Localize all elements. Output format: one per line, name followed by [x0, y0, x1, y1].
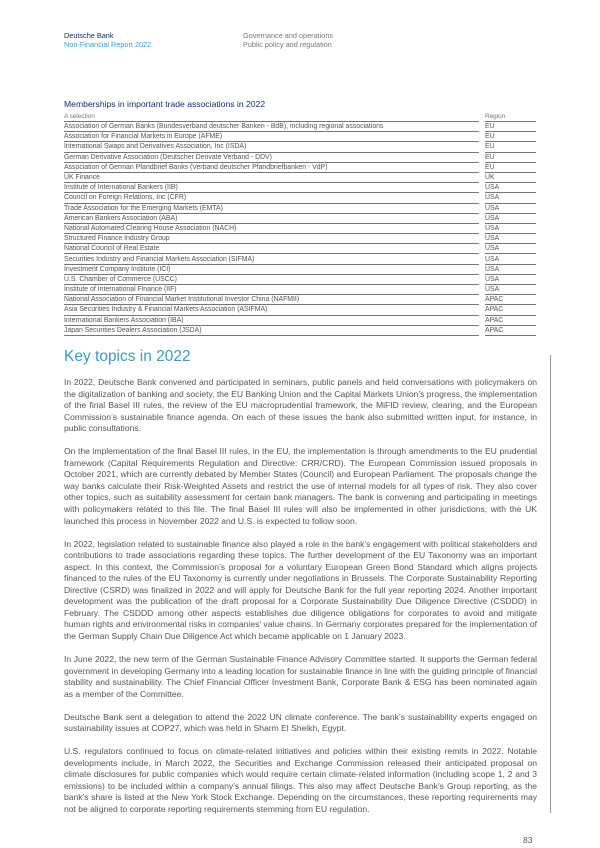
table-row [64, 223, 536, 233]
association-region: USA [485, 264, 536, 274]
running-header-left [64, 31, 151, 49]
table-row [64, 132, 536, 142]
association-name: International Swaps and Derivatives Association, Inc (ISDA) [64, 142, 479, 152]
association-name: Institute of International Finance (IIF) [64, 285, 479, 295]
association-name: Association of German Pfandbrief Banks (Verband deutscher Pfandbriefbanken - VdP) [64, 162, 479, 172]
association-region: USA [485, 193, 536, 203]
association-name: Association for Financial Markets in Europe (AFME) [64, 132, 479, 142]
table-row [64, 193, 536, 203]
association-region: EU [485, 142, 536, 152]
table-header-row [64, 112, 536, 122]
table-row [64, 183, 536, 193]
report-name: Non-Financial Report 2022 [64, 40, 152, 49]
table-row [64, 234, 536, 244]
table-title: Memberships in important trade associations in 2022 [64, 99, 266, 109]
table-row [64, 142, 536, 152]
paragraph: In 2022, Deutsche Bank convened and participated in seminars, public panels and held conversations with policymakers on the digitalization of banking and society, the EU Banking Union and the Capital Markets Union’s progress, the implementation of the final Basel III rules, the review of the EU macroprudential framework, the MiFID review, clearing, and the European Commission’s sustainable finance agenda. On each of these issues the bank also submitted written input, for instance, in public consultations. [64, 377, 537, 434]
column-header-region: Region [485, 112, 536, 122]
association-region: USA [485, 203, 536, 213]
association-name: Council on Foreign Relations, Inc (CFR) [64, 193, 479, 203]
table-row [64, 285, 536, 295]
table-row [64, 172, 536, 182]
association-region: APAC [485, 305, 536, 315]
table-row [64, 213, 536, 223]
table-row [64, 122, 536, 132]
table-row [64, 152, 536, 162]
body-text [64, 377, 537, 827]
association-region: USA [485, 213, 536, 223]
column-header-selection: A selection [64, 112, 479, 122]
association-name: Investment Company Institute (ICI) [64, 264, 479, 274]
association-region: APAC [485, 325, 536, 335]
association-region: USA [485, 183, 536, 193]
association-name: International Bankers Association (IBA) [64, 315, 479, 325]
association-name: National Automated Clearing House Association (NACH) [64, 223, 479, 233]
page-number: 83 [523, 835, 533, 845]
association-name: American Bankers Association (ABA) [64, 213, 479, 223]
association-region: USA [485, 234, 536, 244]
association-region: APAC [485, 315, 536, 325]
table-row [64, 162, 536, 172]
running-header-right [243, 31, 333, 49]
paragraph: In June 2022, the new term of the German Sustainable Finance Advisory Committee started. It supports the German federal government in developing Germany into a leading location for sustainable finance in line with the guiding principle of financial stability and sustainability. The Chief Financial Officer Investment Bank, Corporate Bank & ESG has been nominated again as a member of the Committee. [64, 653, 537, 699]
association-name: National Association of Financial Market Institutional Investor China (NAFMII) [64, 295, 479, 305]
table-row [64, 264, 536, 274]
association-name: Association of German Banks (Bundesverband deutscher Banken - BdB), including regional associations [64, 122, 479, 132]
table-row [64, 203, 536, 213]
company-name: Deutsche Bank [64, 31, 114, 40]
memberships-table [64, 112, 536, 336]
association-region: USA [485, 285, 536, 295]
paragraph: In 2022, legislation related to sustainable finance also played a role in the bank’s engagement with political stakeholders and contributions to trade associations regarding these topics. The further development of the EU Taxonomy was an important aspect. In this context, the Commission’s proposal for a voluntary European Green Bond Standard which aligns projects financed to the rules of the EU Taxonomy is currently under negotiations in Brussels. The Corporate Sustainability Reporting Directive (CSRD) was finalized in 2022 and will apply for Deutsche Bank for the full year reporting 2024. Another important development was the publication of the draft proposal for a Corporate Sustainability Due Diligence Directive (CSDDD) in February. The CSDDD among other aspects establishes due diligence obligations for corporates to avoid and mitigate human rights and environmental risks in companies’ value chains. In Germany corporates prepared for the implementation of the German Supply Chain Due Diligence Act which became applicable on 1 January 2023. [64, 538, 537, 641]
paragraph: On the implementation of the final Basel III rules, in the EU, the implementation is through amendments to the EU prudential framework (Capital Requirements Regulation and Directive: CRR/CRD). The European Commission issued proposals in October 2021, which are currently debated by Member States (Council) and European Parliament. The proposals change the way banks calculate their Risk-Weighted Assets and restrict the use of internal models for all types of risk. They also cover other topics, such as suitability assessment for certain bank managers. The bank is convening and participating in meetings with policymakers related to this file. The final Basel III rules will also be implemented in other jurisdictions, with the UK launched this process in November 2022 and U.S. is expected to follow soon. [64, 446, 537, 526]
association-name: Trade Association for the Emerging Markets (EMTA) [64, 203, 479, 213]
table-row [64, 315, 536, 325]
association-region: USA [485, 274, 536, 284]
paragraph: U.S. regulators continued to focus on climate-related initiatives and policies within their existing remits in 2022. Notable developments include, in March 2022, the Securities and Exchange Commission released their anticipated proposal on climate disclosures for public companies which would require certain climate-related information (including scope 1, 2 and 3 emissions) to be included within a company’s annual filings. This also may affect Deutsche Bank’s Group reporting, as the bank’s share is listed at the New York Stock Exchange. Depending on the circumstances, these reporting requirements may not be aligned to corporate reporting requirements stemming from EU regulation. [64, 746, 537, 814]
association-region: APAC [485, 295, 536, 305]
table-row [64, 254, 536, 264]
subsection-name: Public policy and regulation [243, 40, 332, 49]
association-name: Securities Industry and Financial Markets Association (SIFMA) [64, 254, 479, 264]
association-name: Institute of International Bankers (IIB) [64, 183, 479, 193]
section-heading: Key topics in 2022 [64, 348, 191, 365]
association-region: UK [485, 172, 536, 182]
association-region: USA [485, 254, 536, 264]
table-row [64, 295, 536, 305]
association-region: USA [485, 244, 536, 254]
table-row [64, 325, 536, 335]
section-name: Governance and operations [243, 31, 334, 40]
association-name: UK Finance [64, 172, 479, 182]
association-name: Asia Securities Industry & Financial Markets Association (ASIFMA) [64, 305, 479, 315]
table-row [64, 305, 536, 315]
margin-rule [550, 355, 551, 813]
association-region: EU [485, 132, 536, 142]
association-region: USA [485, 223, 536, 233]
association-name: Structured Finance Industry Group [64, 234, 479, 244]
association-region: EU [485, 122, 536, 132]
association-name: German Derivative Association (Deutscher Derivate Verband - DDV) [64, 152, 479, 162]
association-name: U.S. Chamber of Commerce (USCC) [64, 274, 479, 284]
association-region: EU [485, 162, 536, 172]
association-region: EU [485, 152, 536, 162]
table-row [64, 274, 536, 284]
association-name: Japan Securities Dealers Association (JSDA) [64, 325, 479, 335]
association-name: National Council of Real Estate [64, 244, 479, 254]
paragraph: Deutsche Bank sent a delegation to attend the 2022 UN climate conference. The bank’s sustainability experts engaged on sustainability issues at COP27, which was held in Sharm El Sheikh, Egypt. [64, 711, 537, 734]
table-row [64, 244, 536, 254]
